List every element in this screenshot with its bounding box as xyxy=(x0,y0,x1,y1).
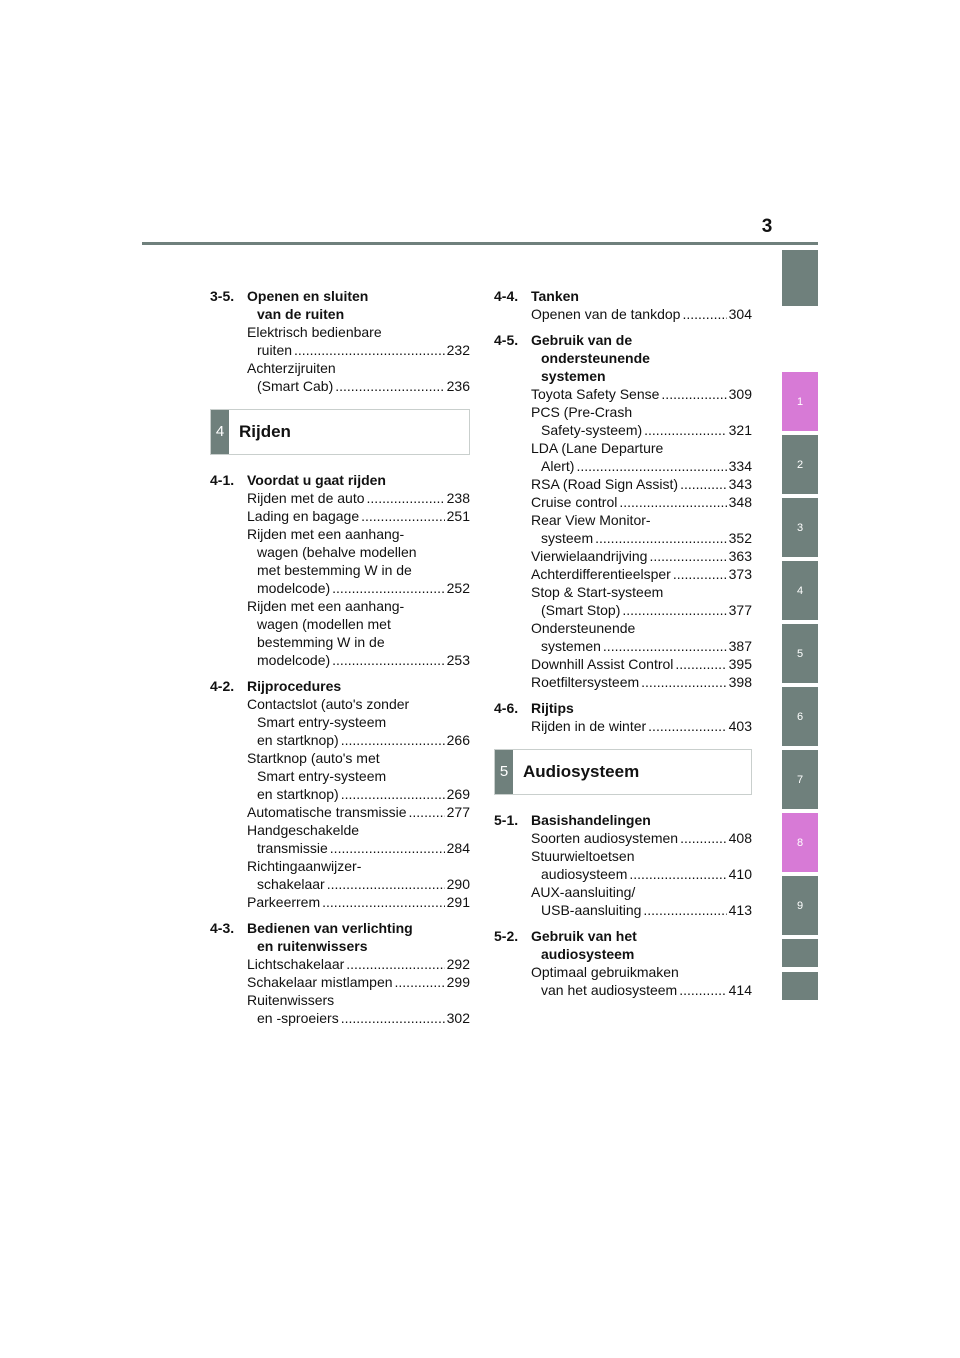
toc-section xyxy=(494,287,752,323)
entry-line xyxy=(531,829,752,847)
toc-entry[interactable] xyxy=(247,973,470,991)
page-reference: 251 xyxy=(446,508,470,524)
section-number: 4-5. xyxy=(494,332,519,348)
entry-text: wagen (behalve modellen xyxy=(257,544,417,560)
header-rule xyxy=(142,242,818,245)
entry-line xyxy=(531,883,752,901)
dot-leader xyxy=(576,457,726,475)
toc-entry[interactable] xyxy=(247,991,470,1027)
dot-leader xyxy=(680,475,727,493)
entry-line xyxy=(531,475,752,493)
page-number: 3 xyxy=(761,216,773,237)
chapter-tab[interactable]: 6 xyxy=(782,687,818,746)
entry-line xyxy=(247,377,470,395)
dot-leader xyxy=(682,305,726,323)
section-title-line: audiosysteem xyxy=(541,946,635,962)
entry-text: Achterdifferentieelsper xyxy=(531,566,671,582)
chapter-tab[interactable]: 2 xyxy=(782,435,818,494)
toc-section xyxy=(210,677,470,911)
toc-entry[interactable] xyxy=(531,847,752,883)
entry-line xyxy=(531,547,752,565)
entry-text: Automatische transmissie xyxy=(247,804,407,820)
section-number: 4-6. xyxy=(494,700,519,716)
entry-line xyxy=(247,767,470,785)
chapter-tab[interactable] xyxy=(782,939,818,967)
toc-section xyxy=(210,471,470,669)
entry-text: Optimaal gebruikmaken xyxy=(531,964,679,980)
entry-text: en startknop) xyxy=(257,786,339,802)
entry-text: LDA (Lane Departure xyxy=(531,440,664,456)
entry-text: Downhill Assist Control xyxy=(531,656,674,672)
section-title-line: Basishandelingen xyxy=(531,812,651,828)
entry-line xyxy=(531,901,752,919)
entry-line xyxy=(247,973,470,991)
entry-text: ruiten xyxy=(257,342,293,358)
page-reference: 238 xyxy=(446,490,470,506)
entry-line xyxy=(531,637,752,655)
entry-text: PCS (Pre-Crash xyxy=(531,404,633,420)
entry-text: Cruise control xyxy=(531,494,618,510)
section-number: 5-1. xyxy=(494,812,519,828)
entry-line xyxy=(247,341,470,359)
dot-leader xyxy=(367,489,445,507)
entry-line xyxy=(247,803,470,821)
entry-text: bestemming W in de xyxy=(257,634,385,650)
entry-text: Roetfiltersysteem xyxy=(531,674,640,690)
entry-line xyxy=(247,749,470,767)
page-reference: 266 xyxy=(446,732,470,748)
toc-entry[interactable] xyxy=(531,655,752,673)
toc-entry[interactable] xyxy=(531,547,752,565)
entry-line xyxy=(531,439,752,457)
entry-line xyxy=(247,543,470,561)
section-heading[interactable] xyxy=(210,677,470,695)
toc-entry[interactable] xyxy=(247,955,470,973)
entry-text: Soorten audiosystemen xyxy=(531,830,679,846)
dot-leader xyxy=(322,893,445,911)
section-heading[interactable] xyxy=(494,331,752,385)
dot-leader xyxy=(622,601,726,619)
entry-line xyxy=(531,457,752,475)
section-title-line: Tanken xyxy=(531,288,579,304)
dot-leader xyxy=(327,875,445,893)
toc-entry[interactable] xyxy=(531,883,752,919)
section-title xyxy=(531,811,752,829)
dot-leader xyxy=(619,493,726,511)
entry-text: Ruitenwissers xyxy=(247,992,335,1008)
page-reference: 352 xyxy=(728,530,752,546)
entry-line xyxy=(531,305,752,323)
toc-column-right xyxy=(494,287,752,1007)
entry-text: met bestemming W in de xyxy=(257,562,412,578)
page-reference: 398 xyxy=(728,674,752,690)
page-reference: 309 xyxy=(728,386,752,402)
page-reference: 277 xyxy=(446,804,470,820)
page-reference: 321 xyxy=(728,422,752,438)
chapter-tab[interactable] xyxy=(782,972,818,1000)
page-reference: 403 xyxy=(728,718,752,734)
chapter-tab[interactable]: 1 xyxy=(782,372,818,431)
dot-leader xyxy=(673,565,727,583)
toc-section xyxy=(494,331,752,691)
page-reference: 410 xyxy=(728,866,752,882)
entry-text: modelcode) xyxy=(257,652,331,668)
entry-text: wagen (modellen met xyxy=(257,616,391,632)
toc-entry[interactable] xyxy=(247,597,470,669)
entry-text: Stuurwieltoetsen xyxy=(531,848,635,864)
entry-text: Lading en bagage xyxy=(247,508,360,524)
toc-column-left xyxy=(210,287,470,1035)
section-title-line: Gebruik van het xyxy=(531,928,637,944)
toc-section xyxy=(494,699,752,735)
entry-list xyxy=(210,695,470,911)
chapter-number: 5 xyxy=(495,750,513,794)
section-number: 5-2. xyxy=(494,928,519,944)
page-reference: 387 xyxy=(728,638,752,654)
chapter-title: Audiosysteem xyxy=(523,762,640,781)
entry-text: Parkeerrem xyxy=(247,894,321,910)
section-title-line: van de ruiten xyxy=(257,306,345,322)
page-reference: 343 xyxy=(728,476,752,492)
section-title-line: en ruitenwissers xyxy=(257,938,368,954)
dot-leader xyxy=(644,421,727,439)
entry-text: Alert) xyxy=(541,458,575,474)
entry-text: RSA (Road Sign Assist) xyxy=(531,476,679,492)
entry-line xyxy=(247,525,470,543)
entry-line xyxy=(531,421,752,439)
page-reference: 269 xyxy=(446,786,470,802)
toc-entry[interactable] xyxy=(247,749,470,803)
entry-list xyxy=(494,385,752,691)
entry-line xyxy=(531,847,752,865)
section-number: 3-5. xyxy=(210,288,235,304)
page-reference: 290 xyxy=(446,876,470,892)
toc-entry[interactable] xyxy=(247,821,470,857)
entry-list xyxy=(494,829,752,919)
section-title xyxy=(531,331,752,385)
dot-leader xyxy=(641,673,726,691)
entry-text: (Smart Cab) xyxy=(257,378,334,394)
dot-leader xyxy=(361,507,445,525)
entry-line xyxy=(247,489,470,507)
section-title xyxy=(247,471,470,489)
toc-section xyxy=(210,287,470,395)
toc-entry[interactable] xyxy=(247,857,470,893)
entry-line xyxy=(247,991,470,1009)
page-reference: 236 xyxy=(446,378,470,394)
entry-line xyxy=(247,839,470,857)
section-heading[interactable] xyxy=(210,919,470,955)
section-title-line: Rijtips xyxy=(531,700,574,716)
entry-list xyxy=(494,305,752,323)
section-title-line: Gebruik van de xyxy=(531,332,633,348)
page-reference: 299 xyxy=(446,974,470,990)
toc-entry[interactable] xyxy=(531,403,752,439)
toc-entry[interactable] xyxy=(531,717,752,735)
page-reference: 348 xyxy=(728,494,752,510)
section-heading[interactable] xyxy=(494,699,752,717)
entry-line xyxy=(531,529,752,547)
toc-entry[interactable] xyxy=(247,803,470,821)
dot-leader xyxy=(341,731,445,749)
chapter-tab[interactable] xyxy=(782,250,818,306)
dot-leader xyxy=(294,341,445,359)
entry-list xyxy=(210,489,470,669)
page-reference: 395 xyxy=(728,656,752,672)
section-title xyxy=(531,699,752,717)
section-heading[interactable] xyxy=(494,287,752,305)
entry-text: Smart entry-systeem xyxy=(257,768,387,784)
chapter-title: Rijden xyxy=(239,422,291,441)
section-title-line: systemen xyxy=(541,368,606,384)
toc-entry[interactable] xyxy=(531,511,752,547)
entry-line xyxy=(247,857,470,875)
entry-text: Handgeschakelde xyxy=(247,822,360,838)
entry-text: schakelaar xyxy=(257,876,325,892)
entry-line xyxy=(247,323,470,341)
toc-entry[interactable] xyxy=(531,829,752,847)
entry-text: systeem xyxy=(541,530,594,546)
entry-text: en -sproeiers xyxy=(257,1010,339,1026)
entry-text: Achterzijruiten xyxy=(247,360,336,376)
entry-line xyxy=(247,893,470,911)
entry-line xyxy=(247,615,470,633)
entry-text: AUX-aansluiting/ xyxy=(531,884,636,900)
dot-leader xyxy=(330,839,445,857)
toc-section xyxy=(494,927,752,999)
page-reference: 413 xyxy=(728,902,752,918)
entry-text: Richtingaanwijzer- xyxy=(247,858,362,874)
entry-text: transmissie xyxy=(257,840,328,856)
entry-text: modelcode) xyxy=(257,580,331,596)
entry-line xyxy=(247,713,470,731)
dot-leader xyxy=(395,973,445,991)
entry-line xyxy=(531,673,752,691)
page-reference: 284 xyxy=(446,840,470,856)
toc-entry[interactable] xyxy=(247,893,470,911)
dot-leader xyxy=(643,901,726,919)
toc-entry[interactable] xyxy=(247,525,470,597)
dot-leader xyxy=(648,717,726,735)
entry-text: Startknop (auto's met xyxy=(247,750,380,766)
page-reference: 252 xyxy=(446,580,470,596)
entry-line xyxy=(531,601,752,619)
entry-list xyxy=(494,717,752,735)
dot-leader xyxy=(675,655,726,673)
section-heading[interactable] xyxy=(210,287,470,323)
dot-leader xyxy=(341,1009,445,1027)
entry-line xyxy=(531,511,752,529)
entry-line xyxy=(247,1009,470,1027)
entry-line xyxy=(531,963,752,981)
toc-entry[interactable] xyxy=(247,695,470,749)
entry-list xyxy=(210,323,470,395)
entry-line xyxy=(247,821,470,839)
chapter-tab[interactable]: 8 xyxy=(782,813,818,872)
chapter-heading[interactable] xyxy=(210,409,470,455)
chapter-number: 4 xyxy=(211,410,229,454)
entry-line xyxy=(531,865,752,883)
entry-list xyxy=(210,955,470,1027)
entry-line xyxy=(531,717,752,735)
entry-text: Rijden met de auto xyxy=(247,490,365,506)
dot-leader xyxy=(335,377,444,395)
toc-entry[interactable] xyxy=(531,305,752,323)
entry-line xyxy=(247,731,470,749)
section-number: 4-2. xyxy=(210,678,235,694)
section-title xyxy=(247,677,470,695)
entry-text: (Smart Stop) xyxy=(541,602,621,618)
section-heading[interactable] xyxy=(494,927,752,963)
entry-line xyxy=(247,507,470,525)
toc-section xyxy=(494,811,752,919)
entry-text: Openen van de tankdop xyxy=(531,306,681,322)
entry-line xyxy=(531,583,752,601)
entry-text: Rijden met een aanhang- xyxy=(247,598,405,614)
page-reference: 373 xyxy=(728,566,752,582)
entry-text: Stop & Start-systeem xyxy=(531,584,664,600)
entry-text: audiosysteem xyxy=(541,866,628,882)
entry-line xyxy=(531,565,752,583)
chapter-heading[interactable] xyxy=(494,749,752,795)
page-reference: 363 xyxy=(728,548,752,564)
entry-line xyxy=(531,981,752,999)
dot-leader xyxy=(661,385,726,403)
entry-line xyxy=(247,597,470,615)
entry-text: Ondersteunende xyxy=(531,620,636,636)
page-reference: 408 xyxy=(728,830,752,846)
page-reference: 414 xyxy=(728,982,752,998)
entry-text: van het audiosysteem xyxy=(541,982,678,998)
entry-text: systemen xyxy=(541,638,601,654)
section-heading[interactable] xyxy=(494,811,752,829)
page-reference: 334 xyxy=(728,458,752,474)
toc-entry[interactable] xyxy=(531,583,752,619)
dot-leader xyxy=(679,981,726,999)
dot-leader xyxy=(346,955,444,973)
entry-line xyxy=(247,875,470,893)
toc-entry[interactable] xyxy=(247,323,470,359)
section-number: 4-4. xyxy=(494,288,519,304)
chapter-tab[interactable]: 7 xyxy=(782,750,818,809)
dot-leader xyxy=(409,803,445,821)
section-title xyxy=(531,927,752,963)
chapter-tab[interactable]: 9 xyxy=(782,876,818,935)
section-title xyxy=(531,287,752,305)
entry-line xyxy=(531,385,752,403)
entry-text: Safety-systeem) xyxy=(541,422,643,438)
page-reference: 232 xyxy=(446,342,470,358)
toc-entry[interactable] xyxy=(531,619,752,655)
entry-line xyxy=(531,403,752,421)
entry-list xyxy=(494,963,752,999)
dot-leader xyxy=(629,865,726,883)
entry-text: Toyota Safety Sense xyxy=(531,386,660,402)
toc-entry[interactable] xyxy=(531,963,752,999)
toc-entry[interactable] xyxy=(531,493,752,511)
page-reference: 302 xyxy=(446,1010,470,1026)
page-reference: 377 xyxy=(728,602,752,618)
section-title-line: Voordat u gaat rijden xyxy=(247,472,386,488)
entry-text: Lichtschakelaar xyxy=(247,956,345,972)
section-title-line: Rijprocedures xyxy=(247,678,342,694)
entry-text: Elektrisch bedienbare xyxy=(247,324,382,340)
dot-leader xyxy=(680,829,727,847)
section-title-line: Openen en sluiten xyxy=(247,288,369,304)
toc-entry[interactable] xyxy=(531,475,752,493)
section-number: 4-1. xyxy=(210,472,235,488)
entry-line xyxy=(247,579,470,597)
page-reference: 253 xyxy=(446,652,470,668)
chapter-tab[interactable]: 4 xyxy=(782,561,818,620)
toc-entry[interactable] xyxy=(247,359,470,395)
page-reference: 291 xyxy=(446,894,470,910)
dot-leader xyxy=(649,547,726,565)
toc-entry[interactable] xyxy=(247,489,470,507)
dot-leader xyxy=(603,637,727,655)
entry-text: Rijden met een aanhang- xyxy=(247,526,405,542)
entry-text: Rijden in de winter xyxy=(531,718,647,734)
chapter-tab[interactable]: 3 xyxy=(782,498,818,557)
section-title xyxy=(247,919,470,955)
section-heading[interactable] xyxy=(210,471,470,489)
toc-entry[interactable] xyxy=(531,439,752,475)
entry-line xyxy=(247,955,470,973)
section-title xyxy=(247,287,470,323)
entry-text: Smart entry-systeem xyxy=(257,714,387,730)
entry-line xyxy=(531,655,752,673)
toc-section xyxy=(210,919,470,1027)
toc-entry[interactable] xyxy=(247,507,470,525)
entry-text: USB-aansluiting xyxy=(541,902,642,918)
entry-line xyxy=(531,619,752,637)
dot-leader xyxy=(332,651,444,669)
entry-text: Schakelaar mistlampen xyxy=(247,974,393,990)
page-reference: 292 xyxy=(446,956,470,972)
entry-line xyxy=(531,493,752,511)
section-number: 4-3. xyxy=(210,920,235,936)
toc-entry[interactable] xyxy=(531,565,752,583)
entry-line xyxy=(247,651,470,669)
section-title-line: ondersteunende xyxy=(541,350,650,366)
entry-text: Vierwielaandrijving xyxy=(531,548,648,564)
page-reference: 304 xyxy=(728,306,752,322)
entry-line xyxy=(247,359,470,377)
entry-line xyxy=(247,695,470,713)
toc-entry[interactable] xyxy=(531,385,752,403)
toc-entry[interactable] xyxy=(531,673,752,691)
section-title-line: Bedienen van verlichting xyxy=(247,920,413,936)
entry-text: Rear View Monitor- xyxy=(531,512,651,528)
entry-line xyxy=(247,785,470,803)
entry-line xyxy=(247,633,470,651)
dot-leader xyxy=(332,579,444,597)
entry-text: Contactslot (auto's zonder xyxy=(247,696,410,712)
chapter-tab[interactable]: 5 xyxy=(782,624,818,683)
entry-line xyxy=(247,561,470,579)
dot-leader xyxy=(341,785,445,803)
entry-text: en startknop) xyxy=(257,732,339,748)
dot-leader xyxy=(595,529,727,547)
